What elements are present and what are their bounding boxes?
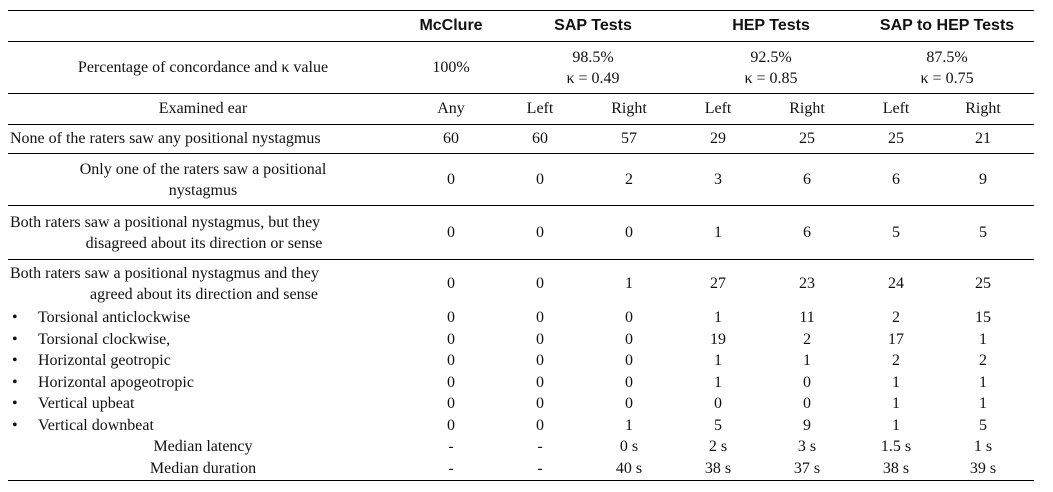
median-row	[8, 437, 1034, 459]
sap-percent: 98.5%	[572, 48, 614, 66]
table-row	[8, 125, 1034, 154]
ear-cell: Left	[860, 94, 932, 125]
row-cell: 0	[398, 154, 504, 206]
row-cell: 1	[979, 330, 988, 348]
row-cell: 0	[803, 373, 812, 391]
row-label-line: disagreed about its direction or sense	[85, 234, 323, 252]
row-cell: 1	[892, 416, 901, 434]
sub-row	[8, 329, 1034, 351]
header-row	[8, 11, 1034, 42]
row-cell: 6	[754, 206, 860, 260]
sap-kappa: κ = 0.49	[566, 69, 620, 87]
row-cell: 0	[625, 373, 633, 391]
row-cell: 1.5 s	[880, 438, 912, 456]
row-cell: 0	[536, 330, 544, 348]
row-label	[8, 260, 398, 308]
row-cell: 40 s	[576, 458, 682, 480]
row-cell: 6	[860, 154, 932, 206]
row-cell: 3 s	[797, 438, 817, 456]
ear-cell: Any	[398, 94, 504, 125]
header-hep: HEP Tests	[682, 11, 860, 42]
row-cell: 0	[625, 330, 633, 348]
ear-row	[8, 94, 1034, 125]
row-cell: 0	[536, 309, 544, 327]
row-cell: 9	[803, 416, 812, 434]
row-cell: 11	[799, 309, 815, 327]
row-cell: 2	[979, 352, 988, 370]
ear-cell: Left	[504, 94, 576, 125]
sub-row	[8, 351, 1034, 373]
ear-cell: Left	[682, 94, 754, 125]
row-cell: 21	[932, 125, 1034, 154]
table-row	[8, 154, 1034, 206]
row-cell: 5	[714, 416, 723, 434]
concordance-row	[8, 42, 1034, 94]
row-cell: 1	[979, 395, 988, 413]
row-cell: 0	[447, 416, 455, 434]
row-cell: 57	[576, 125, 682, 154]
row-cell: 1	[714, 352, 723, 370]
sub-row-text: Vertical upbeat	[38, 395, 135, 413]
sub-row-text: Horizontal geotropic	[38, 352, 171, 370]
row-cell: 0	[447, 352, 455, 370]
results-table	[8, 10, 1034, 481]
table-row	[8, 206, 1034, 260]
sub-row-label	[8, 308, 398, 330]
sub-row-label	[8, 415, 398, 437]
sub-row	[8, 372, 1034, 394]
row-label	[8, 206, 398, 260]
row-cell: 5	[860, 206, 932, 260]
row-cell: 5	[979, 416, 988, 434]
row-label-line: Both raters saw a positional nystagmus and they	[10, 264, 319, 282]
bullet-icon: •	[12, 309, 18, 327]
row-cell: 1	[979, 373, 988, 391]
row-cell: 60	[398, 125, 504, 154]
s2h-kappa: κ = 0.75	[920, 69, 974, 87]
row-cell: 0	[447, 309, 455, 327]
concordance-mcclure: 100%	[398, 42, 504, 94]
row-cell: 2 s	[708, 438, 728, 456]
row-cell: 19	[710, 330, 727, 348]
concordance-sap-to-hep	[860, 42, 1034, 94]
concordance-label: Percentage of concordance and κ value	[8, 42, 398, 94]
row-cell: 60	[504, 125, 576, 154]
sub-row	[8, 308, 1034, 330]
ear-cell: Right	[754, 94, 860, 125]
row-cell: 3	[682, 154, 754, 206]
ear-cell: Right	[932, 94, 1034, 125]
sub-row-label	[8, 329, 398, 351]
sub-row-label	[8, 351, 398, 373]
hep-kappa: κ = 0.85	[744, 69, 798, 87]
row-cell: 6	[754, 154, 860, 206]
row-cell: 0	[714, 395, 723, 413]
row-cell: 1	[803, 352, 812, 370]
row-label	[8, 154, 398, 206]
row-cell: 1	[714, 309, 723, 327]
median-label: Median duration	[8, 458, 398, 480]
row-cell: 0	[447, 274, 455, 292]
sub-row-label	[8, 372, 398, 394]
row-cell: 0	[504, 206, 576, 260]
row-cell: 0	[398, 206, 504, 260]
row-cell: -	[448, 438, 454, 456]
bullet-icon: •	[12, 373, 18, 391]
ear-cell: Right	[576, 94, 682, 125]
bullet-icon: •	[12, 416, 18, 434]
header-mcclure: McClure	[398, 11, 504, 42]
row-cell: 1	[714, 373, 723, 391]
row-cell: 2	[803, 330, 812, 348]
sub-row-text: Torsional clockwise,	[38, 330, 171, 348]
header-sap-to-hep: SAP to HEP Tests	[860, 11, 1034, 42]
row-cell: 0	[625, 395, 633, 413]
row-cell: 9	[932, 154, 1034, 206]
row-cell: 1	[892, 373, 901, 391]
row-cell: 24	[888, 274, 905, 292]
row-cell: 0	[803, 395, 812, 413]
row-cell: 1	[682, 206, 754, 260]
row-cell: 25	[975, 274, 992, 292]
row-cell: 1 s	[973, 438, 993, 456]
sub-row-text: Torsional anticlockwise	[38, 309, 191, 327]
table-row	[8, 260, 1034, 308]
ear-label: Examined ear	[8, 94, 398, 125]
row-cell: 2	[892, 309, 901, 327]
row-cell: 17	[888, 330, 905, 348]
row-cell: 0	[536, 416, 544, 434]
row-cell: -	[537, 438, 543, 456]
row-cell: 0	[625, 309, 633, 327]
row-cell: 0	[447, 373, 455, 391]
row-cell: 39 s	[932, 458, 1034, 480]
row-label-line: Both raters saw a positional nystagmus, but they	[10, 213, 321, 231]
bullet-icon: •	[12, 352, 18, 370]
row-cell: 0	[536, 373, 544, 391]
row-cell: 0 s	[619, 438, 639, 456]
median-row	[8, 458, 1034, 480]
row-cell: 38 s	[860, 458, 932, 480]
row-cell: 0	[576, 206, 682, 260]
row-cell: 25	[860, 125, 932, 154]
sub-row-text: Horizontal apogeotropic	[38, 373, 194, 391]
header-empty	[8, 11, 398, 42]
row-cell: 5	[932, 206, 1034, 260]
header-sap: SAP Tests	[504, 11, 682, 42]
row-cell: 15	[975, 309, 992, 327]
row-cell: 23	[799, 274, 816, 292]
bullet-icon: •	[12, 330, 18, 348]
row-cell: 2	[892, 352, 901, 370]
sub-row	[8, 394, 1034, 416]
row-cell: 0	[536, 352, 544, 370]
row-cell: 0	[447, 395, 455, 413]
row-label-line: nystagmus	[168, 181, 238, 199]
row-cell: 25	[754, 125, 860, 154]
sub-row	[8, 415, 1034, 437]
row-cell: -	[398, 458, 504, 480]
row-cell: 0	[447, 330, 455, 348]
concordance-sap	[504, 42, 682, 94]
row-label: None of the raters saw any positional nystagmus	[8, 125, 398, 154]
row-label-line: Only one of the raters saw a positional	[79, 160, 327, 178]
row-cell: 0	[536, 395, 544, 413]
sub-row-label	[8, 394, 398, 416]
row-cell: 0	[625, 352, 633, 370]
row-cell: 1	[892, 395, 901, 413]
row-cell: 37 s	[754, 458, 860, 480]
row-cell: 38 s	[682, 458, 754, 480]
row-cell: 2	[576, 154, 682, 206]
row-cell: 27	[710, 274, 727, 292]
row-cell: 0	[504, 154, 576, 206]
s2h-percent: 87.5%	[926, 48, 968, 66]
row-cell: 1	[625, 274, 633, 292]
row-cell: 0	[536, 274, 544, 292]
hep-percent: 92.5%	[750, 48, 792, 66]
row-label-line: agreed about its direction and sense	[90, 285, 318, 303]
row-cell: -	[504, 458, 576, 480]
row-cell: 1	[625, 416, 633, 434]
row-cell: 29	[682, 125, 754, 154]
concordance-hep	[682, 42, 860, 94]
sub-row-text: Vertical downbeat	[38, 416, 154, 434]
bullet-icon: •	[12, 395, 18, 413]
median-label: Median latency	[153, 438, 253, 456]
